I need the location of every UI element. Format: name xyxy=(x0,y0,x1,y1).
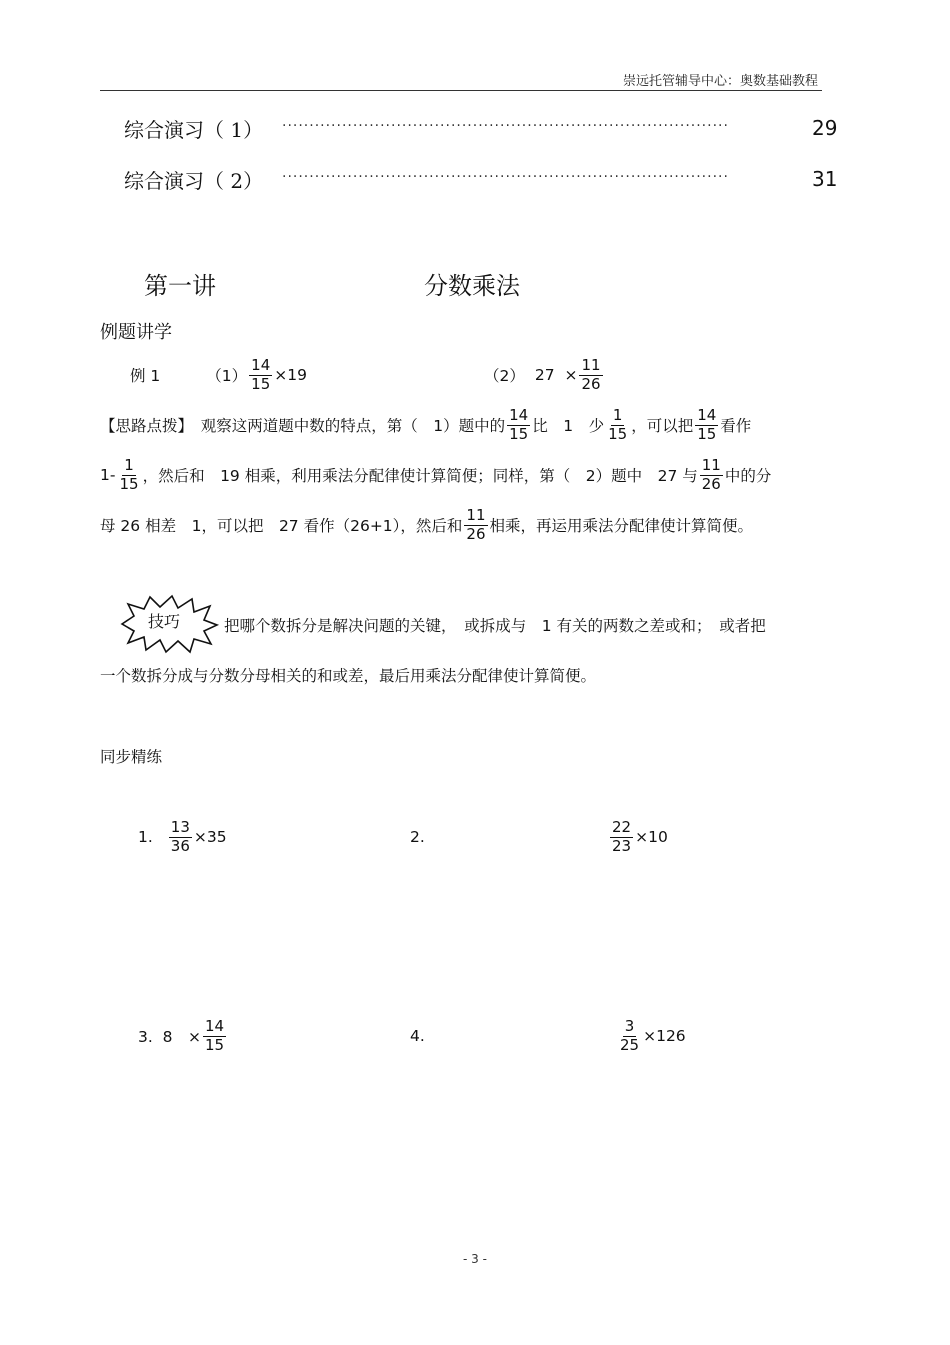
fraction: $\frac{14}{15}$ xyxy=(509,406,529,443)
fraction: $\frac{3}{25}$ xyxy=(620,1017,640,1054)
lecture-number: 第一讲 xyxy=(144,272,216,300)
fraction: $\frac{14}{15}$ xyxy=(205,1017,225,1054)
exercise-2: $\frac{22}{23}$ ×10 xyxy=(612,818,668,855)
page-number: - 3 - xyxy=(463,1252,487,1266)
fraction: $\frac{11}{26}$ xyxy=(581,356,601,393)
example-part-1-rest: ×19 xyxy=(274,366,307,384)
exercise-3: 3. 8 × $\frac{14}{15}$ xyxy=(138,1017,225,1054)
fraction: $\frac{14}{15}$ xyxy=(697,406,717,443)
hint-line-3: 母 26 相差 1，可以把 27 看作（26+1），然后和 $\frac{11}{26}$ 相乘，再运用乘法分配律使计算简便。 xyxy=(100,506,754,543)
tip-line-1: 把哪个数拆分是解决问题的关键， 或拆成与 1 有关的两数之差或和； 或者把 xyxy=(224,617,766,635)
example-1-part-2 xyxy=(484,353,605,397)
tip-line-2: 一个数拆分成与分数分母相关的和或差，最后用乘法分配律使计算简便。 xyxy=(100,667,597,685)
tip-badge-label: 技巧 xyxy=(148,612,181,631)
example-1 xyxy=(130,353,307,397)
example-part-1-label: （1） xyxy=(206,367,248,385)
toc-item-label: 综合演习（ 1） xyxy=(124,118,264,142)
section-heading-examples: 例题讲学 xyxy=(100,322,172,343)
example-part-2-label: （2） xyxy=(484,367,525,385)
section-heading-practice: 同步精练 xyxy=(100,748,163,766)
hint-line-2: 1- $\frac{1}{15}$ ，然后和 19 相乘，利用乘法分配律使计算简便；同样，第（ 2）题中 27 与 $\frac{11}{26}$ 中的分 xyxy=(100,456,772,493)
toc-leader-dots: ·················································································· xyxy=(282,118,729,134)
toc-item-page: 31 xyxy=(812,167,838,191)
toc-leader-dots: ·················································································· xyxy=(282,169,729,185)
tip-badge xyxy=(114,594,220,654)
exercise-1: 1. $\frac{13}{36}$ ×35 xyxy=(138,818,227,855)
fraction: $\frac{13}{36}$ xyxy=(170,818,190,855)
toc-item-page: 29 xyxy=(812,116,838,140)
fraction: $\frac{1}{15}$ xyxy=(608,406,628,443)
fraction: $\frac{14}{15}$ xyxy=(251,356,271,393)
example-part-2-lead: 27 × xyxy=(534,366,578,384)
example-label: 例 1 xyxy=(130,367,161,385)
toc-item-label: 综合演习（ 2） xyxy=(124,169,264,193)
exercise-2-label: 2. xyxy=(410,828,425,846)
fraction: $\frac{11}{26}$ xyxy=(701,456,721,493)
fraction: $\frac{11}{26}$ xyxy=(466,506,486,543)
fraction: $\frac{22}{23}$ xyxy=(612,818,632,855)
header-divider xyxy=(100,90,822,91)
fraction: $\frac{1}{15}$ xyxy=(119,456,139,493)
page-header-title: 崇远托管辅导中心：奥数基础教程 xyxy=(622,74,818,89)
lecture-title: 分数乘法 xyxy=(424,272,520,300)
exercise-4-label: 4. xyxy=(410,1027,425,1045)
hint-line-1: 【思路点拨】 观察这两道题中数的特点，第（ 1）题中的 $\frac{14}{15}$ 比 1 少 $\frac{1}{15}$ ，可以把 $\frac{14}{15}$ 看作 xyxy=(100,406,752,443)
exercise-4: $\frac{3}{25}$ ×126 xyxy=(620,1017,686,1054)
